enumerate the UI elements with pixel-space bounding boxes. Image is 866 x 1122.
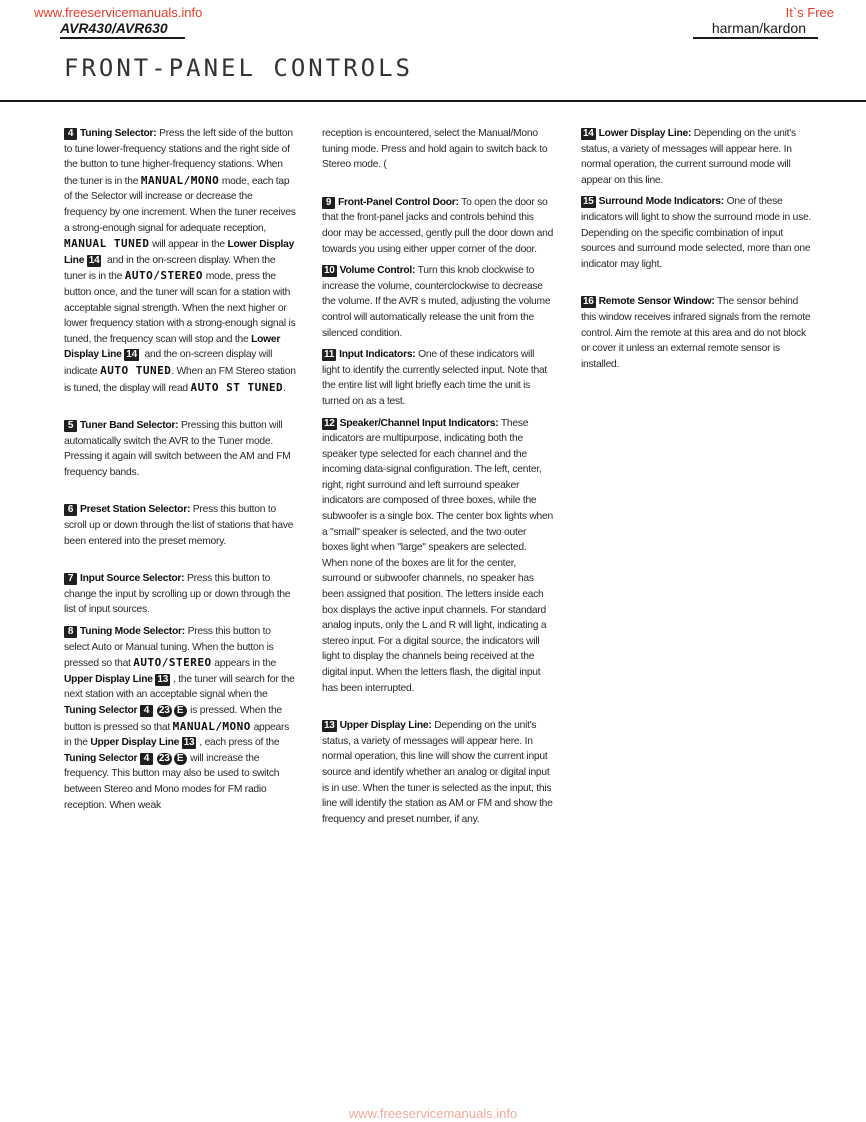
item-speaker-channel-indicators — [322, 416, 554, 697]
remote-button-badge: E — [174, 705, 187, 717]
item-title: Tuning Mode Selector: — [80, 626, 185, 638]
item-front-panel-door — [322, 195, 554, 257]
item-tuner-band-selector — [64, 418, 296, 480]
item-number-badge: 15 — [583, 196, 594, 208]
item-tuning-selector — [64, 126, 296, 396]
item-title: Speaker/Channel Input Indicators: — [339, 417, 499, 429]
title-rule — [0, 100, 866, 102]
brand-underline — [693, 37, 818, 39]
item-title: Input Indicators: — [339, 349, 416, 361]
section-title: FRONT-PANEL CONTROLS — [64, 54, 413, 82]
control-reference: Lower Display Line — [64, 239, 295, 266]
item-title: Lower Display Line: — [598, 128, 692, 139]
display-text: AUTO ST TUNED — [190, 380, 284, 394]
item-text: To open the door so that the front-panel jacks and controls behind this door may be accessed, gently pull the door down and towards you using either upper corner of the door. — [322, 196, 554, 255]
display-text: MANUAL/MONO — [172, 719, 251, 733]
item-text: will appear in the — [152, 239, 225, 251]
column-left — [64, 126, 296, 813]
item-text: Depending on the unit's status, a variety of messages will appear here. In normal operation, the current surround mode will appear on this line. — [581, 128, 796, 186]
item-number-badge: 11 — [324, 349, 335, 361]
item-text: One of these indicators will light to identify the currently selected input. Note that the entire list will light briefly each time the unit is turned on as a test. — [322, 349, 548, 407]
item-number-badge: 13 — [157, 673, 169, 685]
item-number-badge: 9 — [322, 197, 335, 209]
item-surround-mode-indicators — [581, 194, 813, 272]
column-middle — [322, 126, 554, 827]
item-text: mode, press the button once, and the tuner will scan for a station with acceptable signal strength. When the next higher or lower frequency station with a strong-enough signal is tuned, the frequency scan will stop and the — [64, 271, 296, 345]
item-text: is pressed. When the button is pressed so that — [64, 705, 282, 733]
control-reference: Tuning Selector — [64, 752, 138, 764]
item-upper-display-line — [322, 718, 554, 827]
display-text: MANUAL/MONO — [140, 173, 220, 187]
display-text: AUTO/STEREO — [124, 269, 204, 283]
item-tuning-mode-selector — [64, 624, 296, 813]
item-volume-control — [322, 263, 554, 341]
item-number-badge: 13 — [324, 720, 335, 732]
item-input-source-selector — [64, 571, 296, 618]
item-remote-sensor-window — [581, 294, 813, 372]
item-number-badge: 7 — [64, 573, 77, 585]
item-number-badge: 12 — [324, 417, 335, 429]
item-text: , the tuner will search for the next station with an acceptable signal when the — [64, 673, 295, 701]
item-text: Depending on the unit's status, a variety of messages will appear here. In normal operation, this line will show the current input source and identify whether an analog or digital input is in use. When the tuner is selected as the input, this line will identify the station as AM or FM and show the frequency and preset number, if any. — [322, 720, 553, 825]
remote-button-badge: E — [174, 753, 187, 765]
watermark-bottom: www.freeservicemanuals.info — [348, 1106, 518, 1121]
item-number-badge: 4 — [140, 705, 153, 717]
remote-button-badge: 23 — [158, 752, 170, 764]
item-title: Upper Display Line: — [339, 720, 432, 732]
item-text: and in the on-screen display. When the tuner is in the — [64, 254, 276, 283]
control-reference: Upper Display Line — [64, 673, 153, 685]
item-text: Pressing this button will automatically switch the AVR to the Tuner mode. Pressing it again will switch between the AM and FM frequency bands. — [64, 420, 291, 478]
item-text: The sensor behind this window receives infrared signals from the remote control. Aim the remote at this area and do not block or cover it unless an external remote sensor is installed. — [581, 296, 811, 370]
item-text: Press this button to scroll up or down through the list of stations that have been entered into the preset memory. — [64, 504, 294, 547]
item-text: The letters inside each box displays the active input channels. For standard analog inputs, only the L and R will light, indicating a stereo input. For a digital source, the indicators will light to display the channels being received at the digital input. When the letters flash, the digital input has been interrupted. — [322, 589, 547, 694]
item-text: . When an FM Stereo station is tuned, the display will read — [64, 365, 296, 394]
item-text: These indicators are multipurpose, indicating both the speaker type selected for each channel and the incoming data-signal configuration. The left, center, right, right surround and left surround speaker indicators are composed of three boxes, while the subwoofer is a single box. The center box lights when a "small" speaker is selected, and the two outer boxes light when "large" speakers are selected. When none of the boxes are lit for the center, surround or subwoofer channels, no speaker has been assigned that position. — [322, 417, 553, 601]
item-text: mode, each tap of the Selector will increase or decrease the frequency by one increment. When the tuner receives a strong-enough signal for adequate reception, — [64, 175, 296, 234]
control-reference: Tuning Selector — [64, 705, 138, 716]
item-title: Tuner Band Selector: — [80, 420, 179, 432]
model-name: AVR430/AVR630 — [60, 20, 168, 36]
item-number-badge: 14 — [88, 254, 100, 266]
item-text: appears in the — [64, 721, 290, 749]
item-number-badge: 14 — [126, 349, 137, 361]
item-number-badge: 6 — [64, 504, 77, 516]
item-text: Press this button to change the input by scrolling up or down through the list of input sources. — [64, 573, 291, 616]
item-number-badge: 16 — [583, 296, 594, 308]
item-number-badge: 14 — [583, 128, 594, 139]
item-number-badge: 13 — [183, 737, 195, 749]
item-title: Input Source Selector: — [80, 573, 185, 585]
item-input-indicators — [322, 347, 554, 409]
item-text: and the on-screen display will indicate — [64, 349, 273, 377]
item-text: . — [283, 382, 286, 394]
item-title: Front-Panel Control Door: — [338, 196, 459, 208]
item-title: Preset Station Selector: — [80, 504, 191, 516]
item-text: will increase the frequency. — [64, 752, 260, 780]
item-title: Volume Control: — [339, 265, 416, 277]
item-preset-station-selector — [64, 502, 296, 549]
item-number-badge: 8 — [64, 626, 77, 638]
brand-name: harman/kardon — [711, 20, 806, 36]
item-title: Surround Mode Indicators: — [598, 196, 724, 208]
item-number-badge: 4 — [64, 128, 77, 140]
column-right — [581, 126, 813, 372]
display-text: AUTO/STEREO — [133, 656, 212, 670]
free-note: It`s Free — [785, 5, 834, 20]
item-title: Remote Sensor Window: — [598, 296, 715, 308]
item-number-badge: 5 — [64, 420, 77, 432]
item-text: One of these indicators will light to show the surround mode in use. Depending on the specific combination of input sources and surround mode selected, more than one indicator may light. — [581, 196, 812, 270]
control-reference: Upper Display Line — [90, 737, 180, 749]
item-tuning-mode-continued: reception is encountered, select the Manual/Mono tuning mode. Press and hold again to switch back to Stereo mode. ( — [322, 128, 548, 171]
item-title: Tuning Selector: — [80, 128, 157, 139]
item-text: Turn this knob clockwise to increase the volume, counterclockwise to decrease the volume. If the AVR s muted, adjusting the volume control will automatically release the unit from the silenced condition. — [322, 265, 551, 339]
item-number-badge: 4 — [140, 753, 153, 765]
watermark-top: www.freeservicemanuals.info — [34, 5, 203, 20]
item-text: Press the left side of the button to tune lower-frequency stations and the right side of the button to tune higher-frequency stations. When the tuner is in the — [64, 128, 293, 187]
item-text: appears in the — [214, 658, 277, 670]
model-underline — [60, 37, 185, 39]
remote-button-badge: 23 — [158, 705, 170, 716]
item-text: Press this button to select Auto or Manual tuning. When the button is pressed so that — [64, 626, 274, 670]
display-text: MANUAL TUNED — [64, 237, 150, 251]
item-text: , each press of the — [199, 737, 280, 749]
item-lower-display-line — [581, 126, 813, 188]
item-text: This button may also be used to switch between Stereo and Mono modes for FM radio reception. When weak — [64, 768, 280, 811]
control-reference: Lower Display Line — [64, 333, 281, 361]
item-number-badge: 10 — [324, 265, 335, 277]
display-text: AUTO TUNED — [100, 363, 172, 377]
